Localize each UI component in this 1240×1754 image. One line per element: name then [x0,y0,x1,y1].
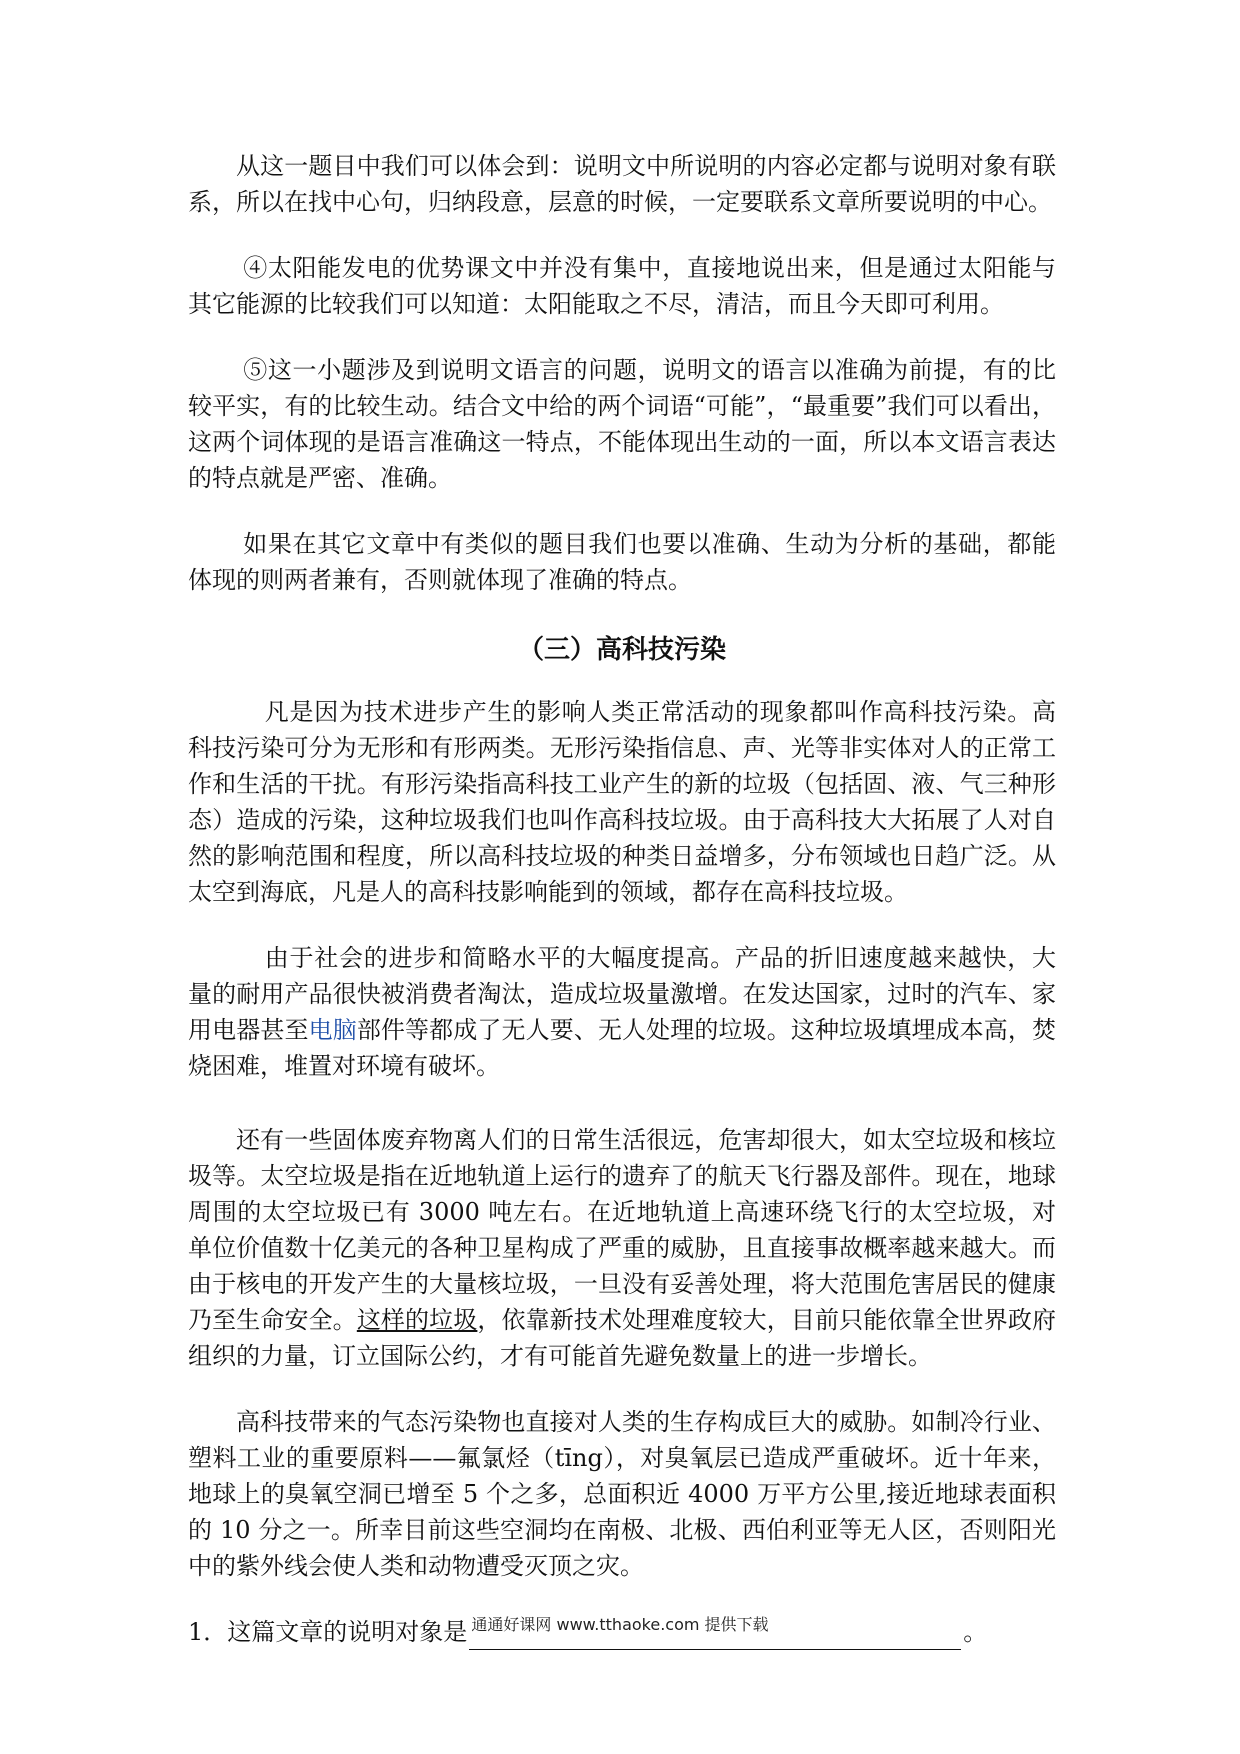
question-1-prompt: 1．这篇文章的说明对象是 [188,1618,468,1646]
article-paragraph-2-text-a: 由于社会的进步和简略水平的大幅度提高。产品的折旧速度越来越快，大量的耐用产品很快被消费者淘汰，造成垃圾量激增。在发达国家，过时的汽车、家用电器甚至 [188,944,1056,1044]
paragraph-analysis-3: ⑤这一小题涉及到说明文语言的问题，说明文的语言以准确为前提，有的比较平实，有的比较生动。结合文中给的两个词语“可能”，“最重要”我们可以看出，这两个词体现的是语言准确这一特点，不能体现出生动的一面，所以本文语言表达的特点就是严密、准确。 [188,356,1056,492]
question-1-suffix: 。 [963,1618,988,1646]
article-paragraph-4: 高科技带来的气态污染物也直接对人类的生存构成巨大的威胁。如制冷行业、塑料工业的重要原料——氟氯烃（tīng），对臭氧层已造成严重破坏。近十年来，地球上的臭氧空洞已增至 5 个之多，总面积近 4000 万平方公里,接近地球表面积的 10 分之一。所幸目前这些空洞均在南极、北极、西伯利亚等无人区，否则阳光中的紫外线会使人类和动物遭受灭顶之灾。 [188,1408,1056,1580]
article-paragraph-3 [188,1122,1056,1374]
paragraph-analysis-4: 如果在其它文章中有类似的题目我们也要以准确、生动为分析的基础，都能体现的则两者兼有，否则就体现了准确的特点。 [188,530,1056,594]
underlined-phrase: 这样的垃圾 [356,1306,478,1334]
document-body [188,148,1056,1650]
section-title: （三）高科技污染 [517,635,726,665]
article-paragraph-3-text-b: ，依靠新技术处理难度较大，目前只能依靠全世界政府组织的力量，订立国际公约，才有可能首先避免数量上的进一步增长。 [188,1306,1057,1370]
link-computer[interactable]: 电脑 [308,1016,357,1044]
page-footer: 通通好课网 www.tthaoke.com 提供下载 [471,1615,769,1634]
article-paragraph-2-text-b: 部件等都成了无人要、无人处理的垃圾。这种垃圾填埋成本高，焚烧困难，堆置对环境有破坏。 [188,1016,1057,1080]
paragraph-analysis-2: ④太阳能发电的优势课文中并没有集中，直接地说出来，但是通过太阳能与其它能源的比较我们可以知道：太阳能取之不尽，清洁，而且今天即可利用。 [188,254,1056,318]
paragraph-analysis-1: 从这一题目中我们可以体会到：说明文中所说明的内容必定都与说明对象有联系，所以在找中心句，归纳段意，层意的时候，一定要联系文章所要说明的中心。 [188,152,1056,216]
article-paragraph-3-text-a: 还有一些固体废弃物离人们的日常生活很远，危害却很大，如太空垃圾和核垃圾等。太空垃圾是指在近地轨道上运行的遗弃了的航天飞行器及部件。现在，地球周围的太空垃圾已有 3000 吨左右。在近地轨道上高速环绕飞行的太空垃圾，对单位价值数十亿美元的各种卫星构成了严重的威胁，且直接事故概率越来越大。而由于核电的开发产生的大量核垃圾，一旦没有妥善处理，将大范围危害居民的健康乃至生命安全。 [188,1126,1056,1334]
article-paragraph-2 [188,940,1056,1084]
article-paragraph-1: 凡是因为技术进步产生的影响人类正常活动的现象都叫作高科技污染。高科技污染可分为无形和有形两类。无形污染指信息、声、光等非实体对人的正常工作和生活的干扰。有形污染指高科技工业产生的新的垃圾（包括固、液、气三种形态）造成的污染，这种垃圾我们也叫作高科技垃圾。由于高科技大大拓展了人对自然的影响范围和程度，所以高科技垃圾的种类日益增多，分布领域也日趋广泛。从太空到海底，凡是人的高科技影响能到的领域，都存在高科技垃圾。 [188,698,1056,906]
